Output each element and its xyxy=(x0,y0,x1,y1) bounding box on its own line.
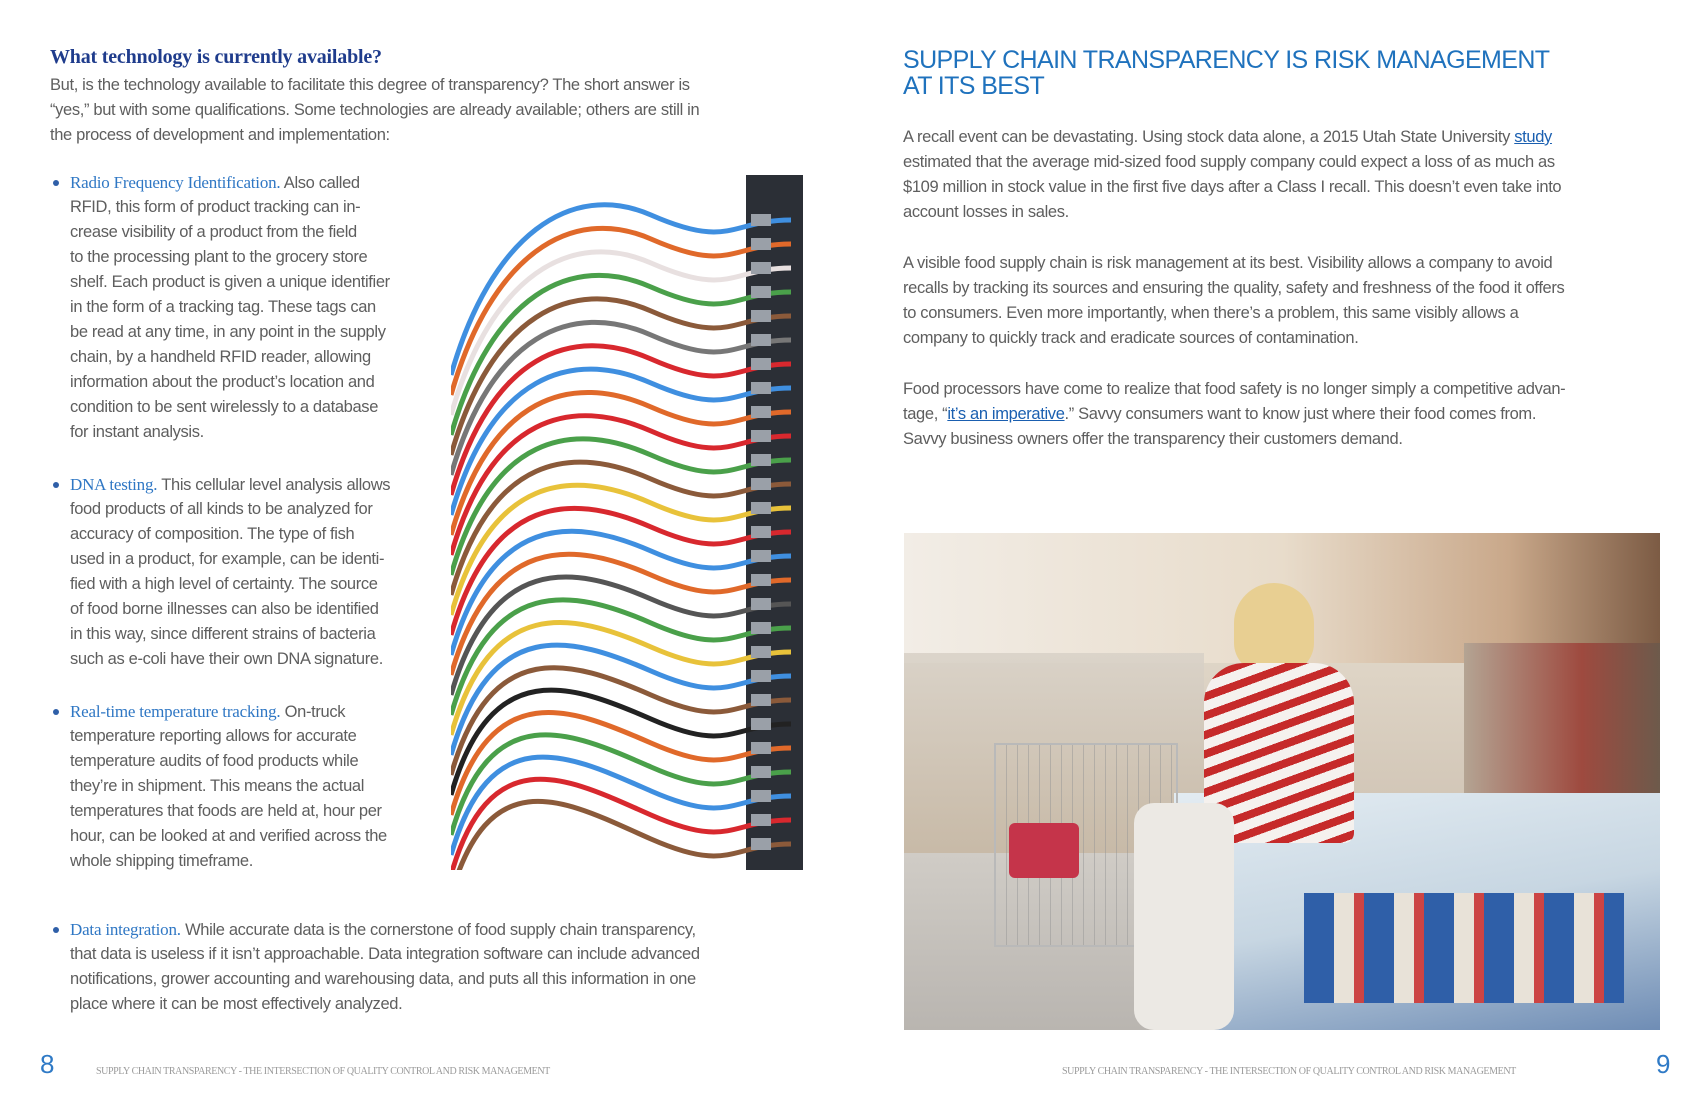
connector-pin xyxy=(751,478,771,490)
connector-pin xyxy=(751,838,771,850)
list-item-line: whole shipping timeframe. xyxy=(70,852,253,870)
paragraph-processors xyxy=(903,377,1565,452)
connector-pin xyxy=(751,622,771,634)
list-item-line: hour, can be looked at and verified across the xyxy=(70,827,387,845)
section-heading: What technology is currently available? xyxy=(50,46,382,68)
connector-pin xyxy=(751,382,771,394)
list-item-line: information about the product’s location and xyxy=(70,373,375,391)
wire xyxy=(451,735,791,835)
grocery-shopper-photo xyxy=(904,533,1660,1030)
list-item-line: temperature audits of food products while xyxy=(70,752,359,770)
list-item-line: accuracy of composition. The type of fish xyxy=(70,525,355,543)
list-item-line: place where it can be most effectively analyzed. xyxy=(70,995,403,1013)
list-item-line: they’re in shipment. This means the actual xyxy=(70,777,365,795)
intro-line: the process of development and implementation: xyxy=(50,126,390,144)
connector-block xyxy=(746,175,803,870)
list-item-line: temperature reporting allows for accurate xyxy=(70,727,357,745)
list-item-text: This cellular level analysis allows xyxy=(157,476,391,494)
list-item-line xyxy=(70,170,390,195)
text: to consumers. Even more importantly, when there’s a problem, this same visibly allows a xyxy=(903,304,1519,322)
text: .” Savvy consumers want to know just where their food comes from. xyxy=(1064,405,1537,423)
text: tage, “ xyxy=(903,405,948,423)
connector-pin xyxy=(751,694,771,706)
text: account losses in sales. xyxy=(903,203,1069,221)
wires-image xyxy=(451,175,803,870)
bullet-icon xyxy=(53,482,59,488)
list-item-text: While accurate data is the cornerstone of food supply chain transparency, xyxy=(180,921,696,939)
paragraph-recall xyxy=(903,125,1561,225)
list-item-label: DNA testing. xyxy=(70,475,158,494)
list-item-line: chain, by a handheld RFID reader, allowing xyxy=(70,348,371,366)
connector-pin xyxy=(751,238,771,250)
paragraph-visibility xyxy=(903,251,1564,351)
intro-line: “yes,” but with some qualifications. Some technologies are already available; others are still in xyxy=(50,101,700,119)
list-item-line xyxy=(70,472,390,497)
list-item xyxy=(70,699,387,874)
text: Savvy business owners offer the transparency their customers demand. xyxy=(903,430,1403,448)
list-item-line: such as e-coli have their own DNA signature. xyxy=(70,650,383,668)
connector-pin xyxy=(751,286,771,298)
wire xyxy=(451,462,791,595)
connector-pin xyxy=(751,790,771,802)
list-item-line: shelf. Each product is given a unique identifier xyxy=(70,273,390,291)
list-item-line: condition to be sent wirelessly to a database xyxy=(70,398,379,416)
wire xyxy=(451,757,791,855)
bullet-icon xyxy=(53,927,59,933)
list-item-text: Also called xyxy=(280,174,360,192)
list-item-label: Data integration. xyxy=(70,920,181,939)
text: company to quickly track and eradicate sources of contamination. xyxy=(903,329,1359,347)
list-item-line: for instant analysis. xyxy=(70,423,204,441)
wire xyxy=(451,439,791,575)
study-link[interactable]: study xyxy=(1514,128,1552,146)
list-item-line: be read at any time, in any point in the supply xyxy=(70,323,386,341)
connector-pin xyxy=(751,646,771,658)
connector-pin xyxy=(751,310,771,322)
bullet-icon xyxy=(53,180,59,186)
text: estimated that the average mid-sized food supply company could expect a loss of as much as xyxy=(903,153,1555,171)
connector-pin xyxy=(751,742,771,754)
text: Food processors have come to realize that food safety is no longer simply a competitive advan- xyxy=(903,380,1566,398)
page-number-right: 9 xyxy=(1656,1049,1671,1079)
list-item xyxy=(70,472,390,672)
list-item xyxy=(70,917,700,1017)
list-item-line: RFID, this form of product tracking can in- xyxy=(70,198,361,216)
page-number-left: 8 xyxy=(40,1049,55,1079)
list-item-line: in this way, since different strains of bacteria xyxy=(70,625,376,643)
connector-pin xyxy=(751,406,771,418)
list-item-line: of food borne illnesses can also be identified xyxy=(70,600,379,618)
bullet-icon xyxy=(53,709,59,715)
heading-line: AT ITS BEST xyxy=(903,72,1045,100)
imperative-link[interactable]: it’s an imperative xyxy=(947,405,1065,423)
connector-pin xyxy=(751,358,771,370)
right-heading xyxy=(903,47,1549,99)
list-item-label: Real-time temperature tracking. xyxy=(70,702,281,721)
list-item-line xyxy=(70,917,700,942)
list-item-line: crease visibility of a product from the field xyxy=(70,223,357,241)
connector-pin xyxy=(751,598,771,610)
heading-line: SUPPLY CHAIN TRANSPARENCY IS RISK MANAGEMENT xyxy=(903,46,1550,74)
connector-pin xyxy=(751,550,771,562)
connector-pin xyxy=(751,574,771,586)
list-item-text: On-truck xyxy=(280,703,346,721)
connector-pin xyxy=(751,502,771,514)
text: A visible food supply chain is risk management at its best. Visibility allows a company to avoid xyxy=(903,254,1553,272)
running-title-right: SUPPLY CHAIN TRANSPARENCY - THE INTERSECTION OF QUALITY CONTROL AND RISK MANAGEMENT xyxy=(1062,1066,1516,1077)
list-item-line: fied with a high level of certainty. The source xyxy=(70,575,378,593)
text: A recall event can be devastating. Using stock data alone, a 2015 Utah State University xyxy=(903,128,1515,146)
wire xyxy=(451,508,791,635)
list-item-line xyxy=(70,699,387,724)
list-item-label: Radio Frequency Identification. xyxy=(70,173,281,192)
list-item-line: in the form of a tracking tag. These tags can xyxy=(70,298,376,316)
text: $109 million in stock value in the first five days after a Class I recall. This doesn’t even take into xyxy=(903,178,1562,196)
wire xyxy=(451,485,791,615)
wire xyxy=(451,416,791,555)
connector-pin xyxy=(751,334,771,346)
list-item-line: used in a product, for example, can be identi- xyxy=(70,550,385,568)
wire xyxy=(451,623,791,735)
list-item-line: notifications, grower accounting and warehousing data, and puts all this information in one xyxy=(70,970,696,988)
intro-paragraph xyxy=(50,73,699,148)
connector-pin xyxy=(751,214,771,226)
connector-pin xyxy=(751,430,771,442)
connector-pin xyxy=(751,718,771,730)
connector-pin xyxy=(751,814,771,826)
connector-pin xyxy=(751,670,771,682)
connector-pin xyxy=(751,262,771,274)
list-item-line: to the processing plant to the grocery store xyxy=(70,248,368,266)
list-item-line: temperatures that foods are held at, hour per xyxy=(70,802,382,820)
list-item xyxy=(70,170,390,445)
connector-pin xyxy=(751,526,771,538)
list-item-line: food products of all kinds to be analyzed for xyxy=(70,500,373,518)
wire xyxy=(451,801,791,870)
text: recalls by tracking its sources and ensuring the quality, safety and freshness of the food it offers xyxy=(903,279,1565,297)
running-title-left: SUPPLY CHAIN TRANSPARENCY - THE INTERSECTION OF QUALITY CONTROL AND RISK MANAGEMENT xyxy=(96,1066,550,1077)
intro-line: But, is the technology available to facilitate this degree of transparency? The short answer is xyxy=(50,76,690,94)
list-item-line: that data is useless if it isn’t approachable. Data integration software can include advanced xyxy=(70,945,700,963)
connector-pin xyxy=(751,766,771,778)
connector-pin xyxy=(751,454,771,466)
